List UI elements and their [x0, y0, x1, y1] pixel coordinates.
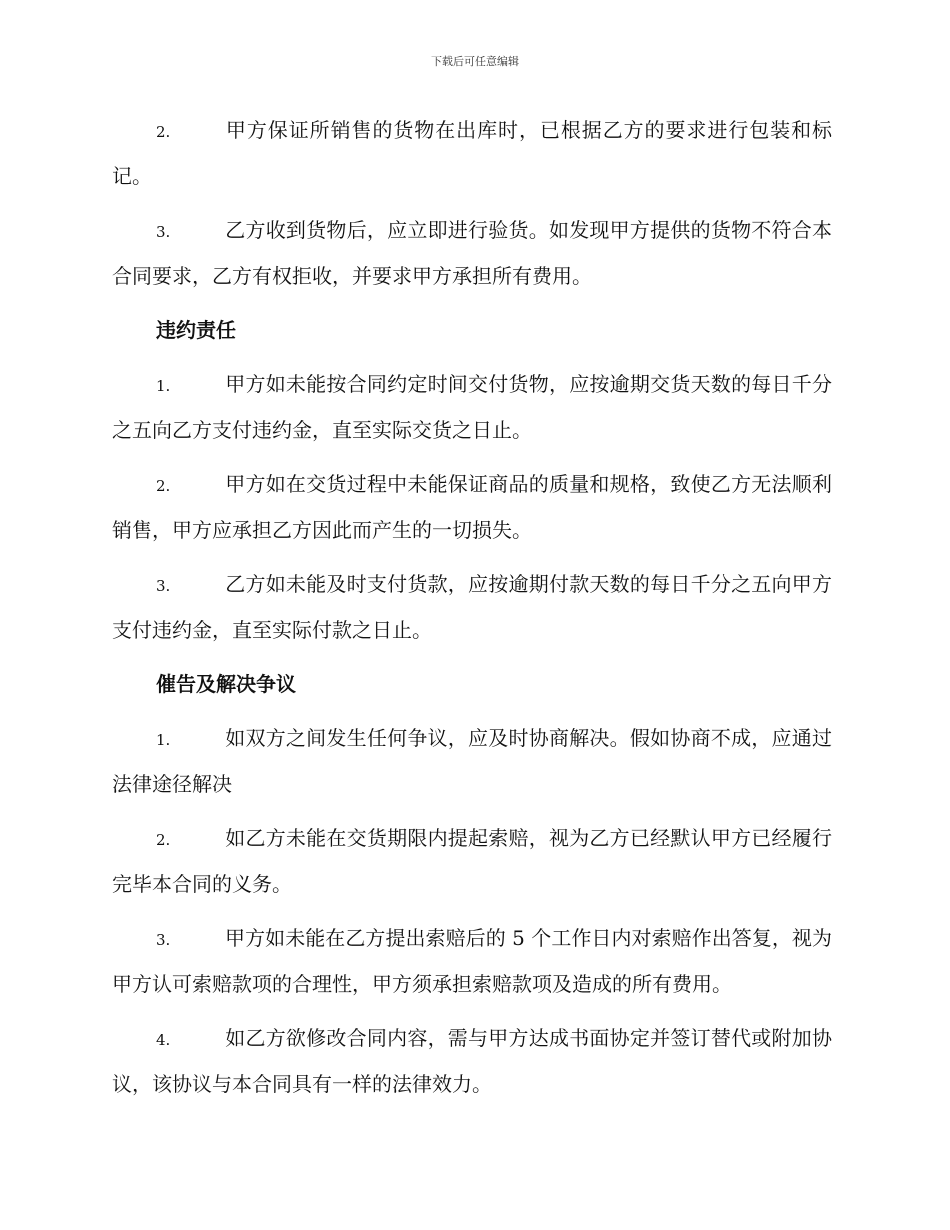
clause-number: 1. — [156, 731, 171, 749]
clause-number: 3. — [156, 223, 171, 241]
clause-item — [112, 208, 832, 298]
clause-item — [112, 562, 832, 652]
clause-text: 如乙方欲修改合同内容，需与甲方达成书面协定并签订替代或附加协议，该协议与本合同具有一样的法律效力。 — [112, 1026, 832, 1096]
clause-item — [112, 108, 832, 198]
clause-number: 3. — [156, 577, 171, 595]
clause-item — [112, 816, 832, 906]
section-heading-breach: 违约责任 — [156, 318, 236, 342]
clause-item — [112, 1016, 832, 1106]
clause-text: 乙方收到货物后，应立即进行验货。如发现甲方提供的货物不符合本合同要求，乙方有权拒收，并要求甲方承担所有费用。 — [112, 218, 832, 288]
clause-number: 2. — [156, 123, 171, 141]
section-heading-disputes: 催告及解决争议 — [156, 672, 296, 696]
page-header: 下载后可任意编辑 — [431, 55, 519, 68]
clause-number: 3. — [156, 931, 171, 949]
clause-item — [112, 362, 832, 452]
clause-number: 1. — [156, 377, 171, 395]
clause-text: 乙方如未能及时支付货款，应按逾期付款天数的每日千分之五向甲方支付违约金，直至实际付款之日止。 — [112, 572, 832, 642]
clause-text: 甲方如在交货过程中未能保证商品的质量和规格，致使乙方无法顺利销售，甲方应承担乙方因此而产生的一切损失。 — [112, 472, 832, 542]
clause-number: 2. — [156, 831, 171, 849]
clause-number: 4. — [156, 1031, 171, 1049]
clause-text: 如双方之间发生任何争议，应及时协商解决。假如协商不成，应通过法律途径解决 — [112, 726, 832, 796]
clause-text: 如乙方未能在交货期限内提起索赔，视为乙方已经默认甲方已经履行完毕本合同的义务。 — [112, 826, 832, 896]
clause-number: 2. — [156, 477, 171, 495]
clause-item — [112, 716, 832, 806]
document-body — [112, 108, 832, 1116]
clause-item — [112, 916, 832, 1006]
clause-text: 甲方如未能在乙方提出索赔后的 5 个工作日内对索赔作出答复，视为甲方认可索赔款项的合理性，甲方须承担索赔款项及造成的所有费用。 — [112, 926, 832, 996]
clause-text: 甲方保证所销售的货物在出库时，已根据乙方的要求进行包装和标记。 — [112, 118, 832, 188]
clause-text: 甲方如未能按合同约定时间交付货物，应按逾期交货天数的每日千分之五向乙方支付违约金，直至实际交货之日止。 — [112, 372, 832, 442]
clause-item — [112, 462, 832, 552]
